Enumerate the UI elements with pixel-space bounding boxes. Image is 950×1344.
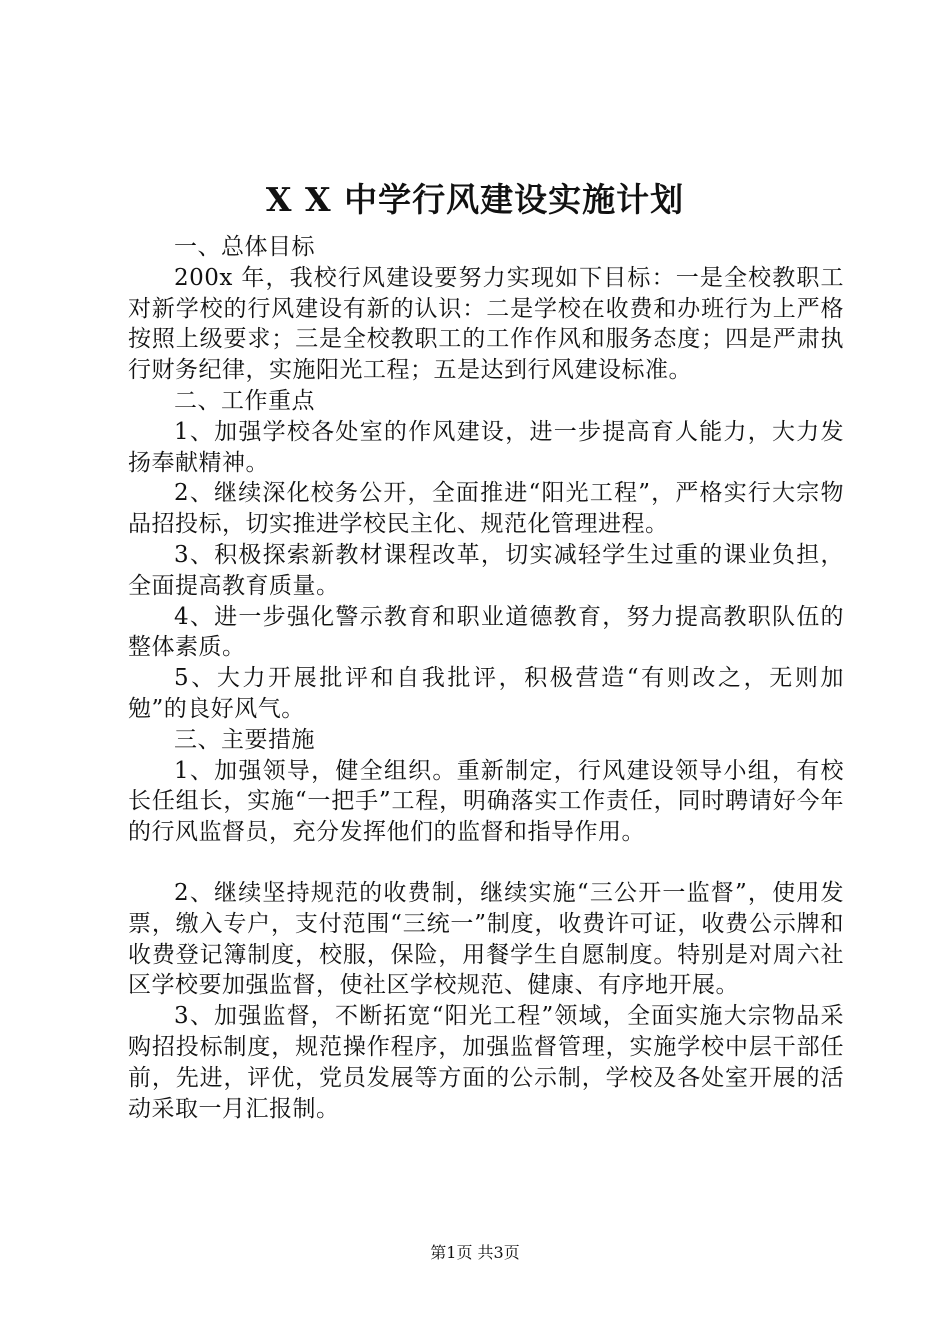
paragraph-focus-2: 2、继续深化校务公开，全面推进“阳光工程”，严格实行大宗物品招投标，切实推进学校民主化、规范化管理进程。 [128,480,844,538]
document-title: X X 中学行风建设实施计划 [265,180,685,219]
paragraph-measure-1: 1、加强领导，健全组织。重新制定，行风建设领导小组，有校长任组长，实施“一把手”工程，明确落实工作责任，同时聘请好今年的行风监督员，充分发挥他们的监督和指导作用。 [128,757,844,846]
paragraph-measure-2: 2、继续坚持规范的收费制，继续实施“三公开一监督”，使用发票，缴入专户，支付范围“三统一”制度，收费许可证，收费公示牌和收费登记簿制度，校服，保险，用餐学生自愿制度。特别是对周六社区学校要加强监督，使社区学校规范、健康、有序地开展。 [128,879,844,999]
document-body [128,232,844,1124]
section-heading-focus: 二、工作重点 [174,387,315,414]
section-heading-goals: 一、总体目标 [174,234,315,260]
paragraph-focus-1: 1、加强学校各处室的作风建设，进一步提高育人能力，大力发扬奉献精神。 [128,418,844,476]
paragraph-goals: 200x 年，我校行风建设要努力实现如下目标：一是全校教职工对新学校的行风建设有新的认识：二是学校在收费和办班行为上严格按照上级要求；三是全校教职工的工作作风和服务态度；四是严肃执行财务纪律，实施阳光工程；五是达到行风建设标准。 [128,264,844,384]
page-footer: 第1页 共3页 [430,1243,520,1262]
section-heading-measures: 三、主要措施 [174,726,315,753]
paragraph-focus-5: 5、大力开展批评和自我批评，积极营造“有则改之，无则加勉”的良好风气。 [128,665,844,722]
paragraph-measure-3: 3、加强监督，不断拓宽“阳光工程”领域，全面实施大宗物品采购招投标制度，规范操作程序，加强监督管理，实施学校中层干部任前，先进，评优，党员发展等方面的公示制，学校及各处室开展的活动采取一月汇报制。 [128,1003,844,1122]
paragraph-focus-3: 3、积极探索新教材课程改革，切实减轻学生过重的课业负担，全面提高教育质量。 [128,541,844,599]
paragraph-focus-4: 4、进一步强化警示教育和职业道德教育，努力提高教职队伍的整体素质。 [128,603,844,661]
